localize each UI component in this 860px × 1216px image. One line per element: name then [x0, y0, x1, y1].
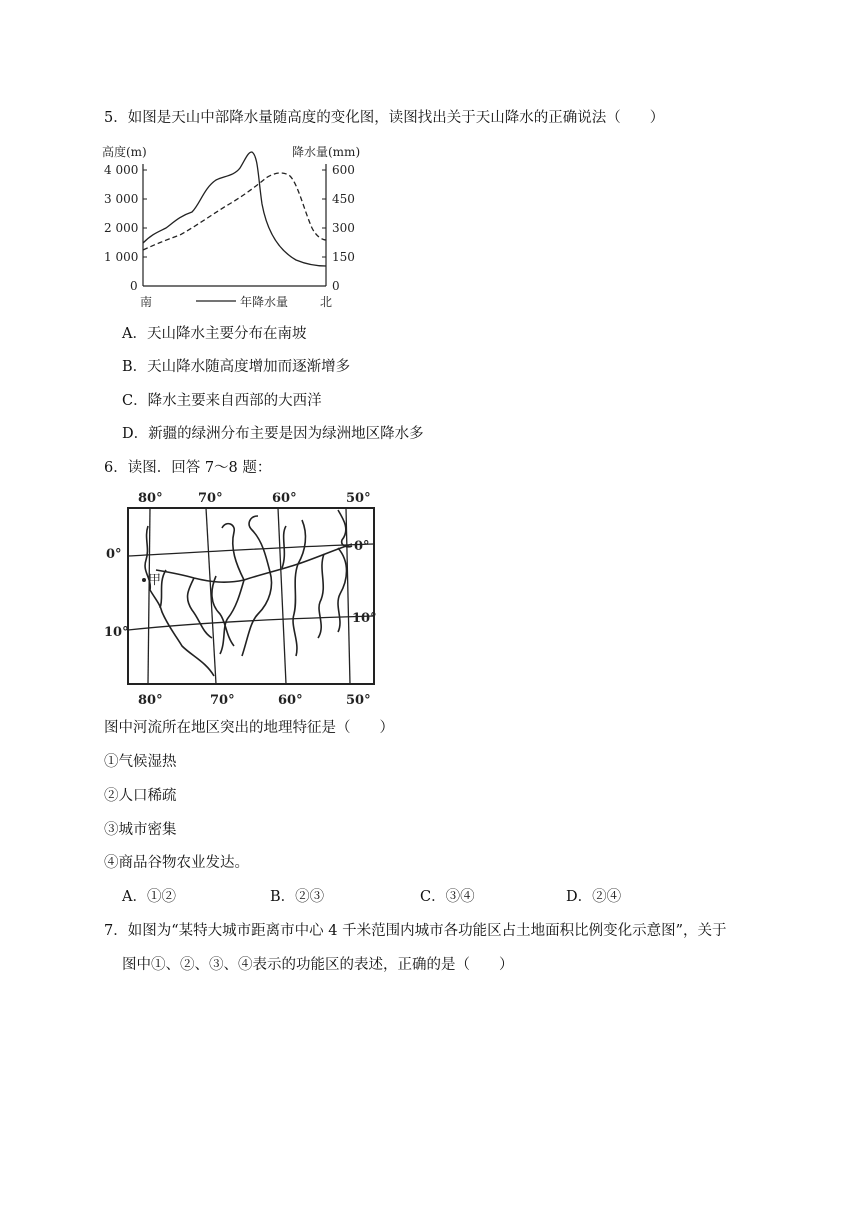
lon-top-label: 50°	[346, 491, 371, 506]
q6-question: 图中河流所在地区突出的地理特征是（ ）	[104, 720, 394, 736]
q6-option-c[interactable]: C．③④	[420, 889, 475, 905]
river-network	[156, 516, 352, 656]
meridian	[346, 508, 350, 684]
meridian	[278, 508, 286, 684]
x-label-south: 南	[140, 295, 153, 309]
lon-bottom-label: 80°	[138, 693, 163, 708]
lon-top-label: 70°	[198, 491, 223, 506]
right-tick-label: 600	[332, 163, 355, 177]
q5-option-b[interactable]: B．天山降水随高度增加而逐渐增多	[122, 359, 351, 375]
x-label-north: 北	[320, 295, 333, 309]
q5-option-a[interactable]: A．天山降水主要分布在南坡	[122, 326, 307, 342]
place-jia-marker	[142, 578, 146, 582]
right-axis-label: 降水量(mm)	[292, 145, 361, 159]
left-tick-label: 3 000	[104, 192, 139, 206]
lat-label-0-left: 0°	[106, 547, 122, 562]
right-tick-label: 450	[332, 192, 355, 206]
lon-bottom-label: 50°	[346, 693, 371, 708]
q6-options-row	[0, 887, 860, 907]
q5-stem: 5．如图是天山中部降水量随高度的变化图，读图找出关于天山降水的正确说法（ ）	[104, 110, 665, 126]
q6-item-1: ①气候湿热	[104, 754, 177, 770]
q5-option-c[interactable]: C．降水主要来自西部的大西洋	[122, 393, 322, 409]
q7-stem-line2: 图中①、②、③、④表示的功能区的表述，正确的是（ ）	[122, 957, 514, 973]
left-tick-label: 2 000	[104, 221, 139, 235]
map-frame	[128, 508, 374, 684]
lon-bottom-label: 70°	[210, 693, 235, 708]
right-tick-label: 150	[332, 250, 355, 264]
left-axis-label: 高度(m)	[102, 145, 147, 159]
lat-label-10-left: 10°	[104, 625, 129, 640]
lon-top-label: 80°	[138, 491, 163, 506]
left-tick-label: 4 000	[104, 163, 139, 177]
height-curve	[143, 152, 326, 266]
lat-label-10-right: 10°	[352, 611, 377, 626]
height-precipitation-chart	[100, 140, 365, 312]
q6-option-b[interactable]: B．②③	[270, 889, 325, 905]
right-tick-label: 0	[332, 279, 340, 293]
river-basin-map	[102, 486, 382, 708]
q6-option-a[interactable]: A．①②	[122, 889, 176, 905]
coastline	[145, 510, 352, 676]
legend-label: 年降水量	[240, 295, 289, 309]
left-ticks	[104, 163, 147, 293]
right-tick-label: 300	[332, 221, 355, 235]
lat-label-0-right: 0°	[354, 539, 370, 554]
place-jia-label: 甲	[148, 573, 162, 588]
q6-item-3: ③城市密集	[104, 822, 177, 838]
q6-stem: 6．读图．回答 7～8 题：	[104, 460, 272, 476]
precipitation-curve	[143, 173, 326, 250]
q6-item-2: ②人口稀疏	[104, 788, 177, 804]
q6-option-d[interactable]: D．②④	[566, 889, 622, 905]
lon-bottom-label: 60°	[278, 693, 303, 708]
q5-option-d[interactable]: D．新疆的绿洲分布主要是因为绿洲地区降水多	[122, 426, 424, 442]
left-tick-label: 1 000	[104, 250, 139, 264]
lon-top-label: 60°	[272, 491, 297, 506]
meridian	[148, 508, 150, 684]
right-ticks	[322, 163, 355, 293]
q6-item-4: ④商品谷物农业发达。	[104, 855, 249, 871]
q7-stem-line1: 7．如图为“某特大城市距离市中心 4 千米范围内城市各功能区占土地面积比例变化示意图”，关于	[104, 923, 727, 939]
left-tick-label: 0	[130, 279, 138, 293]
